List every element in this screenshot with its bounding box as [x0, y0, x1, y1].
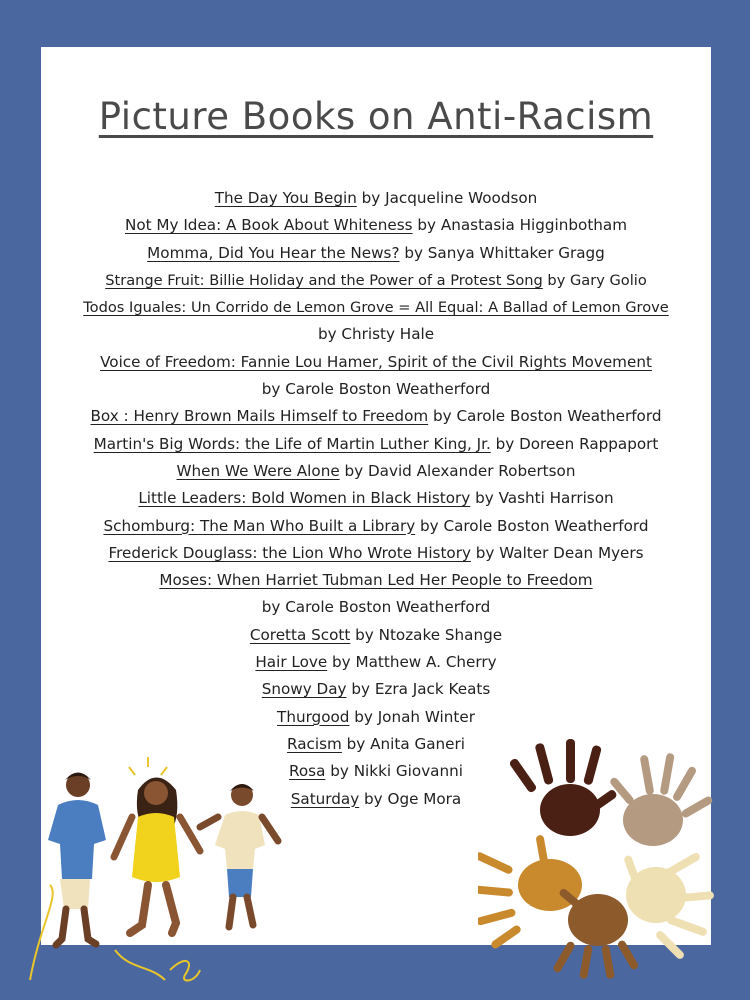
- list-item: [41, 458, 711, 485]
- handprints-illustration: [478, 735, 723, 980]
- book-title-link[interactable]: Not My Idea: A Book About Whiteness: [124, 216, 413, 235]
- book-title-link[interactable]: Todos Iguales: Un Corrido de Lemon Grove = All Equal: A Ballad of Lemon Grove: [83, 299, 669, 317]
- book-title-link[interactable]: The Day You Begin: [214, 189, 357, 207]
- book-list: [41, 185, 711, 813]
- running-children-illustration: [20, 745, 290, 985]
- book-author: by Nikki Giovanni: [325, 762, 463, 781]
- book-author: by David Alexander Robertson: [339, 461, 576, 480]
- book-author: by Jonah Winter: [349, 707, 475, 726]
- book-author: by Sanya Whittaker Gragg: [399, 243, 605, 262]
- list-item: [41, 349, 711, 376]
- list-item: [41, 403, 711, 430]
- book-title-link[interactable]: Box : Henry Brown Mails Himself to Freedom: [90, 407, 429, 426]
- book-title-link[interactable]: Rosa: [289, 762, 326, 781]
- list-item: [41, 185, 711, 212]
- book-author: by Matthew A. Cherry: [327, 653, 497, 672]
- list-item: [41, 567, 711, 594]
- book-title-link[interactable]: When We Were Alone: [176, 461, 340, 480]
- book-title-link[interactable]: Coretta Scott: [249, 625, 351, 644]
- list-item: [41, 622, 711, 649]
- list-item-author-line: [41, 321, 711, 348]
- list-item: [41, 294, 711, 321]
- book-title-link[interactable]: Snowy Day: [261, 680, 347, 699]
- book-title-link[interactable]: Hair Love: [255, 653, 328, 672]
- book-author: by Anita Ganeri: [341, 734, 465, 753]
- list-item: [41, 212, 711, 239]
- book-author: by Carole Boston Weatherford: [261, 380, 491, 399]
- book-author: by Gary Golio: [542, 271, 647, 289]
- book-author: by Doreen Rappaport: [490, 434, 659, 453]
- list-item: [41, 431, 711, 458]
- book-author: by Ezra Jack Keats: [346, 680, 491, 699]
- list-item: [41, 513, 711, 540]
- list-item: [41, 485, 711, 512]
- list-item: [41, 676, 711, 703]
- list-item-author-line: [41, 376, 711, 403]
- book-author: by Oge Mora: [359, 789, 462, 808]
- book-author: by Carole Boston Weatherford: [415, 516, 649, 535]
- book-title-link[interactable]: Racism: [287, 734, 342, 753]
- book-author: by Carole Boston Weatherford: [261, 598, 491, 617]
- book-title-link[interactable]: Moses: When Harriet Tubman Led Her People to Freedom: [159, 571, 593, 590]
- page-title: Picture Books on Anti-Racism: [98, 95, 654, 138]
- book-author: by Christy Hale: [317, 325, 435, 344]
- book-title-link[interactable]: Strange Fruit: Billie Holiday and the Power of a Protest Song: [105, 271, 543, 289]
- list-item: [41, 704, 711, 731]
- list-item-author-line: [41, 594, 711, 621]
- book-author: by Ntozake Shange: [350, 625, 503, 644]
- list-item: [41, 649, 711, 676]
- book-title-link[interactable]: Voice of Freedom: Fannie Lou Hamer, Spirit of the Civil Rights Movement: [100, 352, 652, 371]
- book-author: by Walter Dean Myers: [470, 543, 644, 562]
- book-title-link[interactable]: Little Leaders: Bold Women in Black History: [138, 489, 471, 508]
- book-title-link[interactable]: Frederick Douglass: the Lion Who Wrote History: [108, 543, 471, 562]
- book-title-link[interactable]: Thurgood: [277, 707, 350, 726]
- book-title-link[interactable]: Schomburg: The Man Who Built a Library: [103, 516, 416, 535]
- book-author: by Jacqueline Woodson: [356, 189, 538, 207]
- book-title-link[interactable]: Momma, Did You Hear the News?: [147, 243, 400, 262]
- book-title-link[interactable]: Saturday: [290, 789, 360, 808]
- book-title-link[interactable]: Martin's Big Words: the Life of Martin Luther King, Jr.: [93, 434, 491, 453]
- book-author: by Anastasia Higginbotham: [412, 216, 628, 235]
- book-author: by Carole Boston Weatherford: [428, 407, 662, 426]
- list-item: [41, 267, 711, 294]
- list-item: [41, 540, 711, 567]
- book-author: by Vashti Harrison: [470, 489, 614, 508]
- list-item: [41, 240, 711, 267]
